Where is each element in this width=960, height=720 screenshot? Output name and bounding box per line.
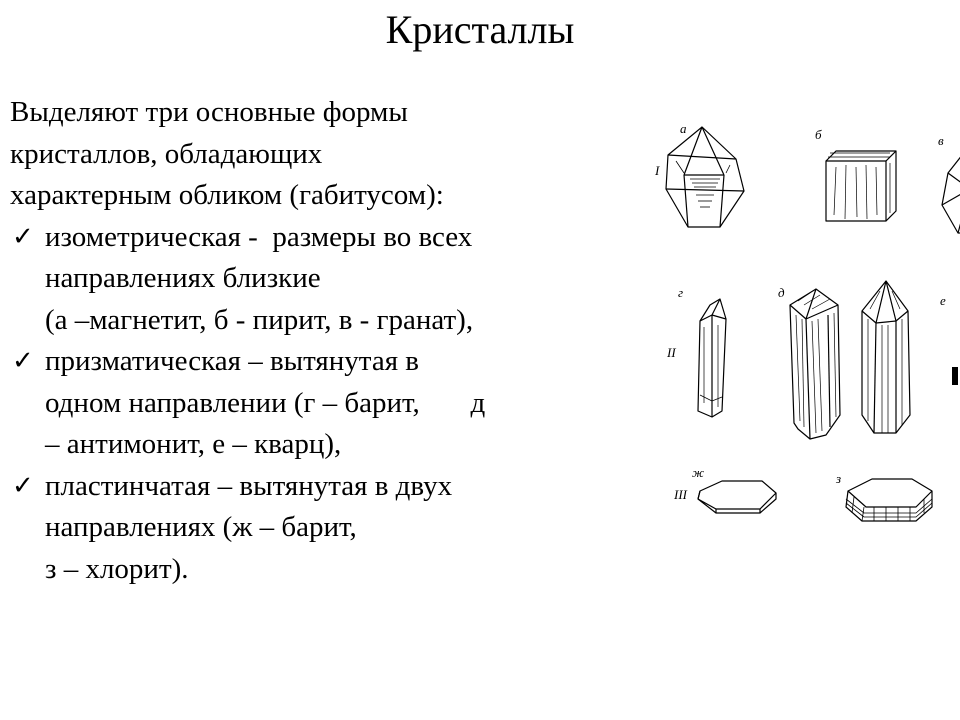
crystal-label-d: д: [778, 285, 785, 300]
antimonite-prism-drawing: [790, 289, 840, 439]
row-label-1: I: [655, 163, 660, 178]
crystal-label-z: з: [836, 471, 842, 486]
barite-prism-drawing: [698, 299, 726, 417]
magnetite-octahedron-drawing: [666, 127, 744, 227]
bullet-prismatic: [10, 341, 620, 466]
checkmark-icon: ✓: [12, 470, 34, 501]
crystal-label-g: г: [678, 285, 684, 300]
crystal-label-b: б: [815, 127, 822, 142]
bullet-line: – антимонит, е – кварц),: [45, 428, 342, 460]
habit-list: [10, 217, 620, 591]
intro-paragraph: [10, 92, 620, 217]
crystal-label-v: в: [938, 133, 944, 148]
slide-title: Кристаллы: [385, 7, 575, 52]
bullet-line: призматическая – вытянутая в: [45, 345, 419, 377]
chlorite-plate-drawing: [846, 479, 932, 521]
intro-line: Выделяют три основные формы: [10, 96, 408, 128]
quartz-prism-drawing: [862, 281, 910, 433]
pyrite-cube-drawing: [826, 151, 896, 221]
crystal-label-e: е: [940, 293, 946, 308]
bullet-line: пластинчатая – вытянутая в двух: [45, 469, 453, 502]
garnet-crystal-drawing: [942, 145, 960, 233]
bullet-line: направлениях близкие: [45, 262, 321, 294]
slide-body: [10, 92, 620, 590]
crystal-label-a: а: [680, 121, 687, 136]
crystal-label-zh: ж: [692, 465, 705, 480]
row-label-3: III: [674, 487, 687, 502]
bullet-tabular: [10, 466, 620, 591]
bullet-line: (а –магнетит, б - пирит, в - гранат),: [45, 303, 474, 336]
intro-line: характерным обликом (габитусом):: [10, 179, 444, 211]
intro-line: кристаллов, обладающих: [10, 137, 323, 170]
bullet-line: направлениях (ж – барит,: [45, 511, 357, 543]
checkmark-icon: ✓: [12, 221, 34, 252]
checkmark-icon: ✓: [12, 346, 34, 376]
bullet-line: изометрическая - размеры во всех: [45, 220, 473, 253]
bullet-line: одном направлении (г – барит, д: [45, 386, 486, 419]
crystal-habits-figure: [640, 115, 960, 535]
row-label-2: II: [667, 345, 676, 360]
bullet-isometric: [10, 217, 620, 342]
bullet-line: з – хлорит).: [45, 552, 189, 585]
cropped-crystal-edge: [952, 367, 958, 385]
barite-plate-drawing: [698, 481, 776, 513]
